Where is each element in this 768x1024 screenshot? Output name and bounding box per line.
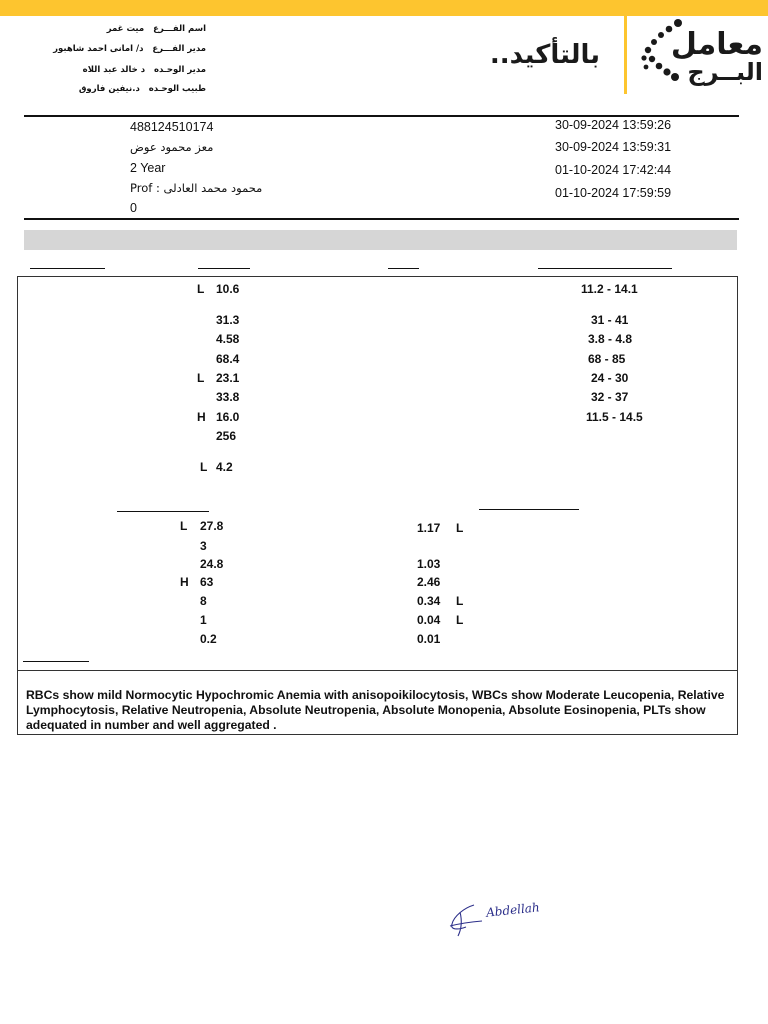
result-value: 4.58	[216, 332, 240, 346]
reference-range: 11.5 - 14.5	[586, 410, 643, 424]
column-header-underline	[117, 511, 209, 512]
diff-absolute-value: 0.04	[417, 613, 441, 627]
result-flag: L	[200, 460, 208, 474]
divider	[24, 115, 739, 117]
divider	[17, 670, 738, 671]
diff-percent-value: 0.2	[200, 632, 217, 646]
staff-name: د/ امانى احمد شاهبور	[53, 44, 144, 54]
column-header-underline	[479, 509, 579, 510]
interpretation-comment: RBCs show mild Normocytic Hypochromic Anemia with anisopoikilocytosis, WBCs show Moderate Leucopenia, Relative Lymphocytosis, Relative Neutropenia, Absolute Neutropenia, Absolute Monopenia, Absolute Eosinopenia, PLTs show adequated in number and well aggregated .	[26, 688, 725, 732]
header-accent-bar	[0, 0, 768, 16]
result-value: 16.0	[216, 410, 240, 424]
diff-percent-value: 1	[200, 613, 207, 627]
timestamp: 30-09-2024 13:59:26	[555, 118, 672, 132]
diff-absolute-value: 0.01	[417, 632, 441, 646]
staff-name: ميت غمر	[106, 24, 145, 34]
logo-brand-line1: معامل	[670, 27, 763, 62]
logo-brand-line2: البــرج	[687, 58, 763, 86]
diff-absolute-value: 1.03	[417, 557, 441, 571]
reference-range: 31 - 41	[591, 313, 629, 327]
diff-percent-value: 3	[200, 539, 207, 553]
column-header-underline	[30, 268, 105, 269]
patient-age: 2 Year	[130, 161, 166, 175]
staff-role: مدير الفـــرع	[152, 44, 206, 54]
signature-stroke	[446, 900, 486, 938]
diff-percent-flag: L	[180, 519, 188, 533]
header-accent-divider	[624, 16, 627, 94]
staff-role: مدير الوحـده	[153, 65, 206, 75]
diff-percent-flag: H	[180, 575, 189, 589]
column-header-underline	[388, 268, 419, 269]
diff-absolute-value: 0.34	[417, 594, 441, 608]
diff-absolute-flag: L	[456, 613, 464, 627]
result-value: 10.6	[216, 282, 240, 296]
column-header-underline	[538, 268, 672, 269]
staff-row	[53, 44, 206, 54]
logo-tagline: بالتأكيد..	[489, 40, 600, 70]
section-title-bar	[24, 230, 737, 250]
diff-absolute-flag: L	[456, 594, 464, 608]
reference-range: 3.8 - 4.8	[588, 332, 633, 346]
reference-range: 24 - 30	[591, 371, 629, 385]
result-value: 256	[216, 429, 237, 443]
patient-name: معز محمود عوض	[130, 140, 214, 154]
reference-range: 68 - 85	[588, 352, 626, 366]
result-value: 23.1	[216, 371, 240, 385]
staff-role: اسم الفـــرع	[153, 24, 206, 34]
diff-percent-value: 27.8	[200, 519, 224, 533]
staff-row	[79, 84, 206, 94]
patient-extra-field: 0	[130, 201, 137, 215]
signature-text: Abdellah	[485, 900, 541, 920]
reference-range: 11.2 - 14.1	[581, 282, 638, 296]
staff-name: د خالد عبد اللاه	[82, 65, 146, 75]
staff-name: د.نيفين فاروق	[78, 84, 140, 94]
result-value: 68.4	[216, 352, 240, 366]
diff-absolute-flag: L	[456, 521, 464, 535]
result-flag: H	[197, 410, 206, 424]
patient-id: 488124510174	[130, 120, 214, 134]
timestamp: 30-09-2024 13:59:31	[555, 140, 672, 154]
staff-role: طبيب الوحـده	[148, 84, 206, 94]
result-value: 31.3	[216, 313, 240, 327]
divider	[24, 218, 739, 220]
comment-header-underline	[23, 661, 89, 662]
staff-row	[107, 24, 206, 34]
diff-percent-value: 24.8	[200, 557, 224, 571]
column-header-underline	[198, 268, 250, 269]
timestamp: 01-10-2024 17:59:59	[555, 186, 672, 200]
referring-doctor: Prof : محمود محمد العادلى	[130, 181, 263, 195]
diff-absolute-value: 2.46	[417, 575, 441, 589]
result-flag: L	[197, 282, 205, 296]
diff-percent-value: 63	[200, 575, 214, 589]
result-value: 33.8	[216, 390, 240, 404]
result-value: 4.2	[216, 460, 233, 474]
timestamp: 01-10-2024 17:42:44	[555, 163, 672, 177]
diff-absolute-value: 1.17	[417, 521, 441, 535]
diff-percent-value: 8	[200, 594, 207, 608]
staff-row	[83, 65, 206, 75]
reference-range: 32 - 37	[591, 390, 629, 404]
result-flag: L	[197, 371, 205, 385]
